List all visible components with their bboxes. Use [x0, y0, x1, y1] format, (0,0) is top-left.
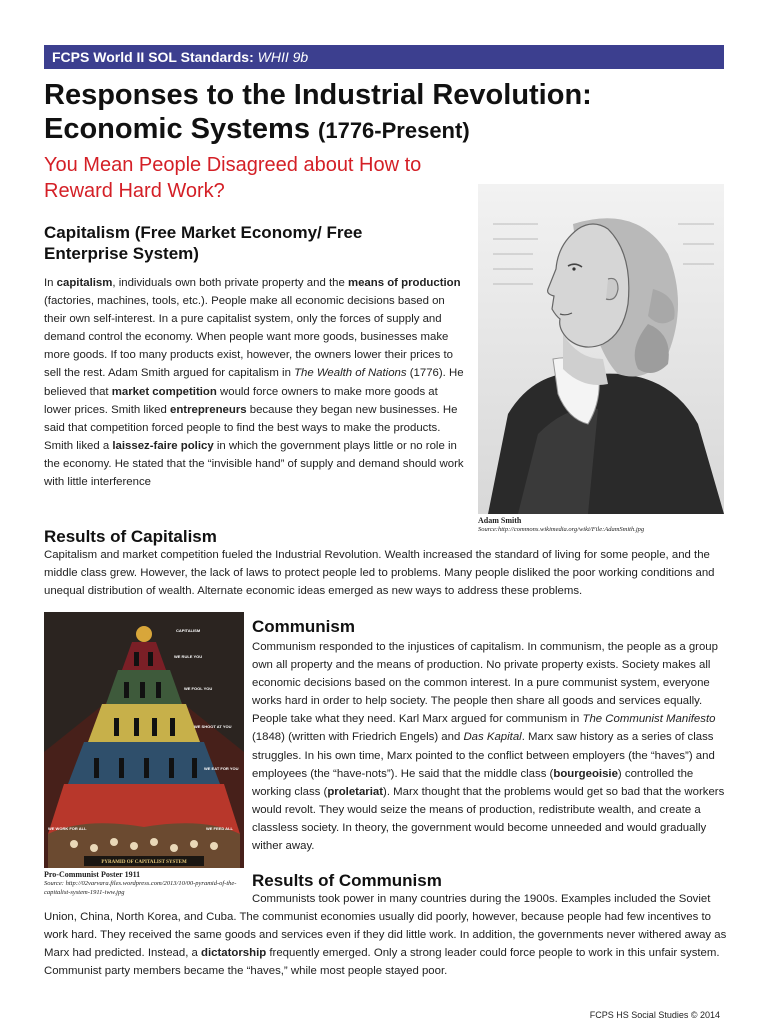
poster-label-shoot: WE SHOOT AT YOU — [194, 724, 232, 729]
capitalism-heading: Capitalism (Free Market Economy/ Free Enterprise System) — [44, 223, 363, 263]
banner-standard: WHII 9b — [257, 49, 309, 65]
portrait-caption — [478, 516, 724, 534]
capitalism-paragraph: In capitalism, individuals own both private property and the means of production (factories, machines, tools, etc.). People make all economic decisions based on their own self-interest. In a pure capitalist system, only the forces of supply and demand control the economy. When people want more goods, businesses make more goods. If too many products exist, however, the owners lower their prices to sell the rest. Adam Smith argued for capitalism in The Wealth of Nations (1776). He believed that market competition would force owners to make more goods at lower prices. Smith liked entrepreneurs because they began new businesses. He said that competition forced people to find the best ways to make the products. Smith liked a laissez-faire policy in which the government plays little or no role in the economy. He stated that the “invisible hand” of supply and demand should work with little interference — [44, 277, 464, 489]
title-line1: Responses to the Industrial Revolution: — [44, 79, 592, 111]
poster-label-rule: WE RULE YOU — [174, 654, 203, 659]
communism-paragraph: Communism responded to the injustices of capitalism. In communism, the people as a group own all property and the means of production. No private property exists. Society makes all economic decisions based on the common interest. In a pure communist system, everyone works hard in order to help society. The people then share all goods and services equally. People take what they need. Karl Marx argued for communism in The Communist Manifesto (1848) (written with Friedrich Engels) and Das Kapital. Marx saw history as a series of class struggles. In his own time, Marx pointed to the conflict between employers (the “haves”) and employees (the “have-nots”). He said that the middle class (bourgeoisie) controlled the working class (proletariat). Marx thought that the problems would get so bad that the workers would revolt. They would seize the means of production, redistribute wealth, and create a classless society. In theory, the government would become unneeded and would gradually wither away. — [252, 641, 725, 853]
page-subtitle: You Mean People Disagreed about How to Reward Hard Work? — [44, 154, 422, 202]
standards-banner — [44, 45, 724, 69]
banner-prefix: FCPS World II SOL Standards: — [52, 49, 254, 65]
title-dates: (1776-Present) — [318, 118, 470, 143]
poster-label-eat: WE EAT FOR YOU — [204, 766, 239, 771]
communism-heading: Communism — [252, 617, 355, 636]
poster-title: PYRAMID OF CAPITALIST SYSTEM — [101, 860, 187, 865]
portrait-caption-name: Adam Smith — [478, 516, 522, 525]
pyramid-poster — [44, 612, 244, 868]
results-communism-paragraph: Communists took power in many countries during the 1900s. Examples included the Soviet Union, China, North Korea, and Cuba. The communist economies usually did poorly, however, because people had few incentives to work hard. They received the same goods and services even if they did little work. In addition, the governments never withered away as Marx had predicted. Instead, a dictatorship frequently emerged. Only a strong leader could force people to work in this unfair system. Communist party members became the “haves,” while most people stayed poor. — [44, 893, 727, 978]
portrait-caption-source: Source:http://commons.wikimedia.org/wiki/File:AdamSmith.jpg — [478, 526, 645, 533]
adam-smith-portrait — [478, 184, 724, 514]
results-communism-heading: Results of Communism — [252, 871, 442, 890]
poster-caption-name: Pro-Communist Poster 1911 — [44, 870, 141, 879]
page-title — [44, 78, 734, 148]
poster-label-capitalism: CAPITALISM — [176, 628, 201, 633]
page-footer: FCPS HS Social Studies © 2014 — [589, 1010, 720, 1020]
results-capitalism-heading: Results of Capitalism — [44, 527, 217, 546]
poster-label-feed: WE FEED ALL — [206, 826, 233, 831]
poster-label-fool: WE FOOL YOU — [184, 686, 213, 691]
poster-caption-source: Source: http://02varvara.files.wordpress.com/2013/10/00-pyramid-of-the-capitalist-system-1911-iww.jpg — [44, 880, 237, 896]
title-line2: Economic Systems — [44, 113, 310, 145]
poster-label-work: WE WORK FOR ALL — [48, 826, 87, 831]
results-capitalism-paragraph: Capitalism and market competition fueled the Industrial Revolution. Wealth increased the standard of living for some people, and the middle class grew. However, the lack of laws to protect people led to problems. Many people disliked the poor working conditions and unequal distribution of wealth. Alternate economic ideas emerged as new ways to address these problems. — [44, 549, 715, 598]
